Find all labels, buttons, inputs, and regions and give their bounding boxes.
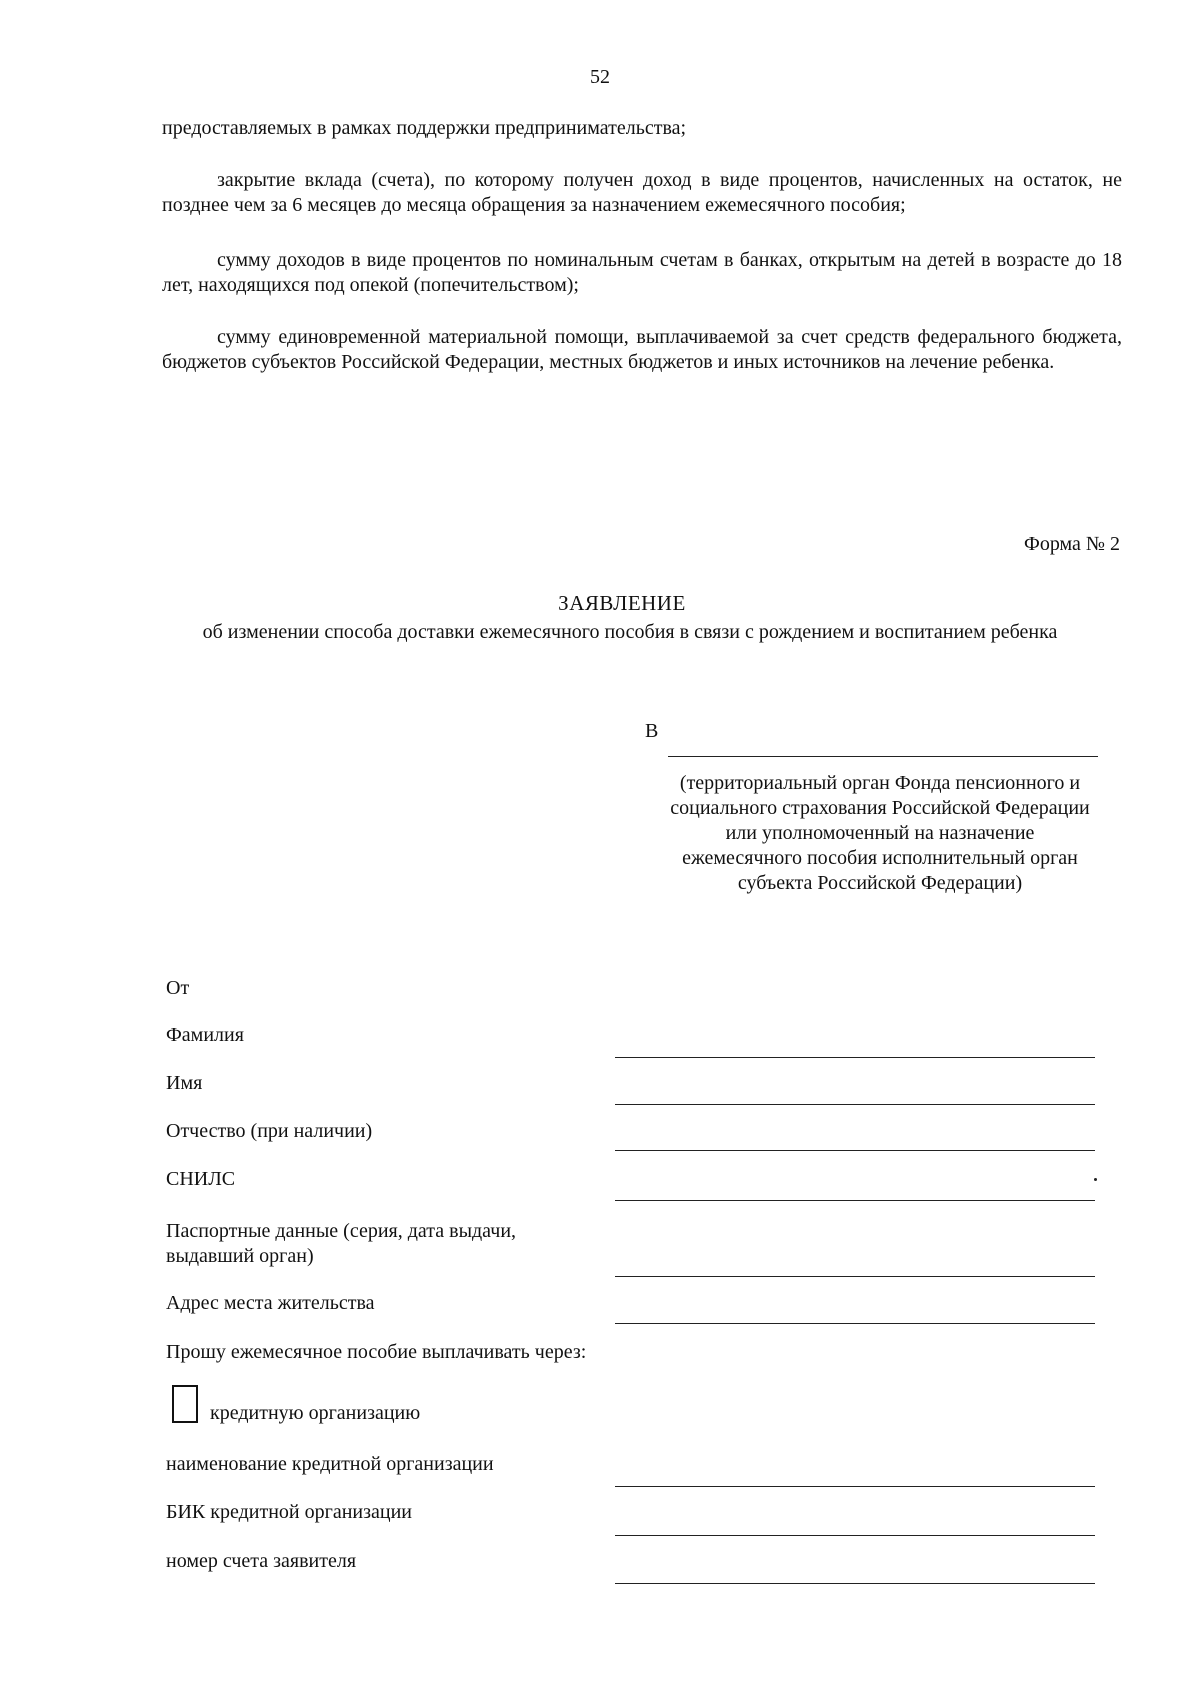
patronymic-label: Отчество (при наличии) [166,1120,373,1142]
payment-request-label: Прошу ежемесячное пособие выплачивать через: [166,1341,587,1363]
surname-label: Фамилия [166,1024,244,1046]
addressee-line[interactable] [668,756,1098,757]
stray-dot [1094,1178,1097,1181]
address-label: Адрес места жительства [166,1292,375,1314]
credit-org-checkbox[interactable] [172,1385,198,1423]
account-label: номер счета заявителя [166,1550,357,1572]
bik-label: БИК кредитной организации [166,1501,412,1523]
form-number: Форма № 2 [1024,533,1120,555]
paragraph-continuation: предоставляемых в рамках поддержки предпринимательства; [162,117,687,139]
passport-label: Паспортные данные (серия, дата выдачи, выдавший орган) [166,1220,517,1267]
name-label: Имя [166,1072,203,1094]
from-label: От [166,977,190,999]
surname-field[interactable] [615,1057,1095,1058]
form-title: ЗАЯВЛЕНИЕ [558,591,686,615]
paragraph-material-aid: сумму единовременной материальной помощи, выплачиваемой за счет средств федерального бюджета, бюджетов субъектов Российской Федерации, местных бюджетов и иных источников на лечение ребенка. [162,326,1122,373]
snils-label: СНИЛС [166,1168,236,1190]
page-number: 52 [590,66,610,88]
paragraph-deposit-closure: закрытие вклада (счета), по которому получен доход в виде процентов, начисленных на остаток, не позднее чем за 6 месяцев до месяца обращения за назначением ежемесячного пособия; [162,169,1122,216]
paragraph-nominal-accounts: сумму доходов в виде процентов по номинальным счетам в банках, открытым на детей в возрасте до 18 лет, находящихся под опекой (попечительством); [162,249,1122,296]
addressee-hint: (территориальный орган Фонда пенсионного и социального страхования Российской Федерации или уполномоченный на назначение ежемесячного пособия исполнительный орган субъекта Российской Федерации) [670,772,1090,894]
account-field[interactable] [615,1583,1095,1584]
bank-name-label: наименование кредитной организации [166,1453,494,1475]
address-field[interactable] [615,1323,1095,1324]
addressee-prefix: В [645,720,659,742]
patronymic-field[interactable] [615,1150,1095,1151]
snils-field[interactable] [615,1200,1095,1201]
bik-field[interactable] [615,1535,1095,1536]
name-field[interactable] [615,1104,1095,1105]
passport-field[interactable] [615,1276,1095,1277]
form-subtitle: об изменении способа доставки ежемесячного пособия в связи с рождением и воспитанием ребенка [202,621,1058,643]
bank-name-field[interactable] [615,1486,1095,1487]
credit-org-option-label: кредитную организацию [210,1402,421,1424]
